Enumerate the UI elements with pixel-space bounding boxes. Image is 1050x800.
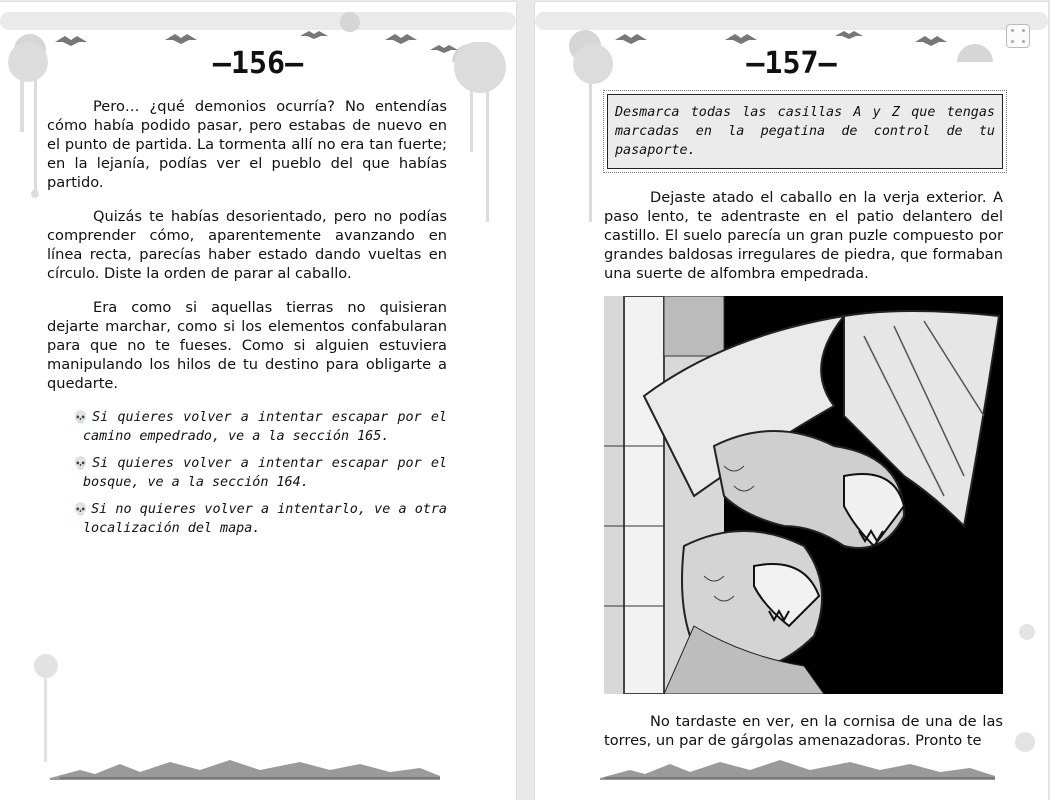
choice-item[interactable] — [47, 408, 447, 446]
gargoyles-illustration — [604, 296, 1003, 694]
left-page — [0, 2, 516, 800]
dice-icon[interactable] — [1006, 24, 1030, 48]
skull-icon: 💀 — [73, 502, 89, 516]
right-page — [535, 2, 1048, 800]
instruction-box — [603, 90, 1007, 173]
choice-text: Si no quieres volver a intentarlo, ve a otra localización del mapa. — [83, 502, 447, 536]
choice-item[interactable] — [47, 454, 447, 492]
paragraph: Quizás te habías desorientado, pero no podías comprender cómo, aparentemente avanzando en línea recta, parecías haber estado dando vueltas en círculo. Diste la orden de parar al caballo. — [47, 208, 447, 282]
choice-item[interactable] — [47, 500, 447, 538]
paragraph: Pero… ¿qué demonios ocurría? No entendías cómo había podido pasar, pero estabas de nuevo en el punto de partida. La tormenta allí no era tan fuerte; en la lejanía, podías ver el pueblo del que habías partido. — [47, 98, 447, 191]
page-number-suffix: — — [818, 46, 837, 81]
paragraph: Era como si aquellas tierras no quisieran dejarte marchar, como si los elementos confabularan para que no te fueses. Como si alguien estuviera manipulando los hilos de tu destino para obligarte a quedarte. — [47, 299, 447, 392]
page-number-value: 157 — [764, 46, 819, 81]
right-page-text — [604, 188, 1003, 298]
skull-icon: 💀 — [73, 456, 90, 470]
paragraph: Dejaste atado el caballo en la verja exterior. A paso lento, te adentraste en el patio delantero del castillo. El suelo parecía un gran puzle compuesto por grandes baldosas irregulares de piedra, que formaban una suerte de alfombra empedrada. — [604, 189, 1003, 282]
mountains-footer-decoration — [535, 740, 1048, 800]
page-number-prefix: — — [212, 46, 231, 81]
page-number-suffix: — — [285, 46, 304, 81]
skull-icon: 💀 — [73, 410, 90, 424]
paragraph: No tardaste en ver, en la cornisa de una de las torres, un par de gárgolas amenazadoras. Pronto te — [604, 713, 1003, 749]
instruction-text: Desmarca todas las casillas A y Z que tengas marcadas en la pegatina de control de tu pasaporte. — [607, 94, 1003, 169]
page-number — [0, 46, 516, 81]
page-number-prefix: — — [746, 46, 765, 81]
choice-text: Si quieres volver a intentar escapar por el bosque, ve a la sección 164. — [83, 456, 447, 490]
left-page-text — [47, 97, 447, 546]
page-number-value: 156 — [230, 46, 286, 81]
ink-splatter-decoration — [1005, 502, 1048, 762]
mountains-footer-decoration — [0, 740, 516, 800]
choice-list — [47, 408, 447, 538]
choice-text: Si quieres volver a intentar escapar por el camino empedrado, ve a la sección 165. — [83, 410, 447, 444]
page-number — [535, 46, 1048, 81]
